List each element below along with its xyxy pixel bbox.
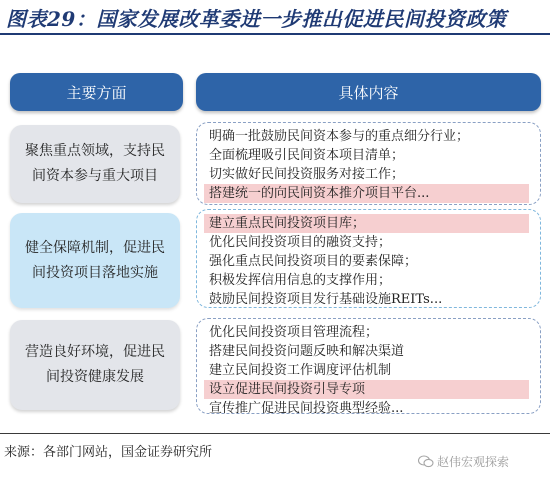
content-box-1 — [196, 122, 541, 205]
content-item: 积极发挥信用信息的支撑作用； — [209, 273, 392, 288]
content-item: 强化重点民间投资项目的要素保障； — [209, 254, 418, 269]
header-specific-content: 具体内容 — [196, 73, 541, 111]
content-item: 优化民间投资项目的融资支持； — [209, 235, 392, 250]
title-divider — [0, 33, 550, 35]
aspect-box-1 — [10, 125, 180, 203]
content-item: 建立民间投资工作调度评估机制 — [209, 363, 392, 378]
watermark-text: 赵伟宏观探索 — [437, 455, 510, 469]
content-box-2 — [196, 209, 541, 308]
content-item: 宣传推广促进民间投资典型经验... — [209, 401, 404, 416]
content-item: 优化民间投资项目管理流程； — [209, 325, 379, 340]
aspect-box-2 — [10, 213, 180, 308]
aspect-label: 聚焦重点领域，支持民间资本参与重大项目 — [25, 143, 165, 184]
header-main-aspects: 主要方面 — [10, 73, 183, 111]
content-item-highlighted: 设立促进民间投资引导专项 — [204, 380, 529, 399]
wechat-icon — [418, 455, 434, 468]
content-item: 明确一批鼓励民间资本参与的重点细分行业； — [209, 129, 470, 144]
aspect-label: 健全保障机制，促进民间投资项目落地实施 — [25, 239, 165, 281]
figure-title: 图表29：国家发展改革委进一步推出促进民间投资政策 — [6, 7, 507, 31]
content-item-highlighted: 搭建统一的向民间资本推介项目平台... — [204, 184, 529, 203]
content-item: 搭建民间投资问题反映和解决渠道 — [209, 344, 405, 359]
watermark — [418, 453, 509, 470]
content-box-3 — [196, 318, 541, 414]
content-item: 鼓励民间投资项目发行基础设施REITs... — [209, 292, 443, 307]
content-item-highlighted: 建立重点民间投资项目库； — [204, 214, 529, 233]
aspect-box-3 — [10, 320, 180, 410]
content-item: 全面梳理吸引民间资本项目清单； — [209, 148, 405, 163]
source-note: 来源：各部门网站，国金证券研究所 — [4, 445, 213, 460]
aspect-label: 营造良好环境，促进民间投资健康发展 — [25, 344, 165, 385]
content-item: 切实做好民间投资服务对接工作； — [209, 167, 405, 182]
footer-divider — [0, 433, 550, 434]
